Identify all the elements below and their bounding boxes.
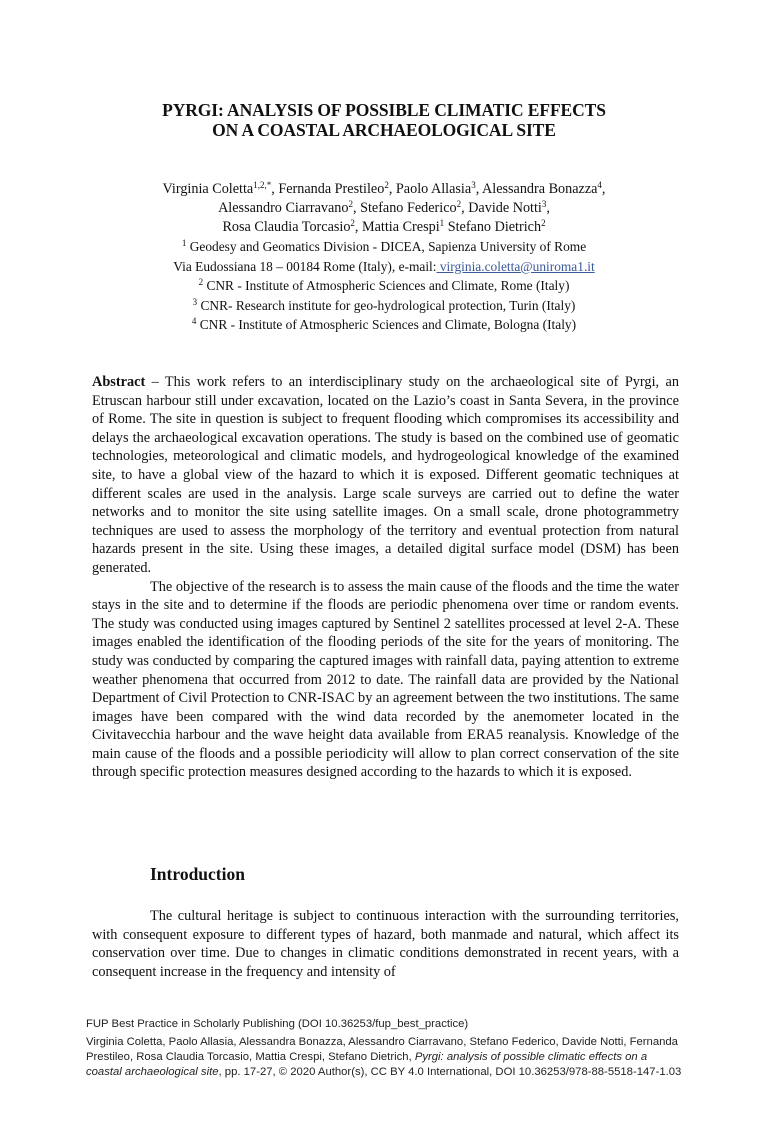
abstract-label: Abstract — [92, 374, 146, 390]
author-name: Alessandra Bonazza — [482, 181, 598, 197]
author-separator: , — [546, 200, 550, 216]
author-affiliation-mark: 2 — [350, 218, 355, 228]
author-separator: , — [461, 200, 469, 216]
paper-title-line-1: PYRGI: ANALYSIS OF POSSIBLE CLIMATIC EFFECTS — [162, 100, 606, 120]
affiliation-text: CNR- Research institute for geo-hydrological protection, Turin (Italy) — [197, 297, 576, 313]
affiliation-4 — [0, 315, 768, 335]
author-affiliation-mark: 2 — [541, 218, 546, 228]
author-line-1 — [0, 180, 768, 199]
page-footer — [86, 1017, 686, 1080]
author-block — [0, 180, 768, 335]
affiliation-mark: 2 — [198, 277, 204, 287]
paper-title — [0, 100, 768, 140]
author-name: Alessandro Ciarravano — [218, 200, 349, 216]
introduction-paragraph-1: The cultural heritage is subject to continuous interaction with the surrounding territories, with consequent exposure to different types of hazard, both manmade and natural, which affect its conservation over time. Due to changes in climatic conditions demonstrated in recent years, with a consequent increase in the frequency and intensity of — [92, 908, 679, 980]
author-affiliation-mark: 3 — [471, 180, 476, 190]
author-name: Virginia Coletta — [162, 181, 254, 197]
abstract-paragraph-2: The objective of the research is to assess the main cause of the floods and the time the water stays in the site and to determine if the floods are periodic phenomena over time or random events. The study was conducted using images captured by Sentinel 2 satellites processed at level 2-A. These images enabled the identification of the flooding periods of the site for the years of monitoring. The study was conducted by comparing the captured images with rainfall data, paying attention to extreme weather phenomena that occurred from 2012 to date. The rainfall data are provided by the National Department of Civil Protection to CNR-ISAC by an agreement between the two institutions. The same images have been compared with the wind data recorded by the anemometer located in the Civitavecchia harbour and the wave height data available from ERA5 reanalysis. Knowledge of the main cause of the floods and a possible periodicity will allow to plan correct conservation of the site through specific protection measures designed according to the hazards to which it is exposed. — [92, 578, 679, 781]
author-affiliation-mark: 1 — [439, 218, 445, 228]
author-separator: , — [352, 200, 361, 216]
affiliation-text: CNR - Institute of Atmospheric Sciences and Climate, Rome (Italy) — [203, 278, 570, 293]
author-separator: , — [388, 181, 396, 197]
author-name: Davide Notti — [468, 200, 542, 216]
abstract-paragraph-1 — [92, 373, 679, 578]
abstract-text: – This work refers to an interdisciplinary study on the archaeological site of Pyrgi, an Etruscan harbour still under excavation, located on the Lazio’s coast in Santa Severa, in the province of Rome. The site in question is subject to frequent flooding which compromises its accessibility and delays the archaeological excavation operations. The study is based on the combined use of geomatic technologies, meteorological and climatic models, and hydrogeological knowledge of the examined site, to have a global view of the hazard to which it is exposed. Different geomatic techniques at different scales are used in the analysis. Large scale surveys are carried out to define the water networks and to monitor the site using satellite images. On a small scale, drone photogrammetry techniques are used to assess the morphology of the territory and eventual protection from natural hazards present in the site. Using these images, a detailed digital surface model (DSM) has been generated. — [92, 374, 679, 576]
author-affiliation-mark: 1,2,* — [253, 180, 272, 190]
author-line-3 — [0, 218, 768, 237]
abstract-section — [92, 373, 679, 782]
affiliation-mark: 3 — [192, 296, 198, 307]
author-name: Paolo Allasia — [395, 181, 472, 197]
affiliation-mark: 4 — [191, 316, 197, 326]
author-affiliation-mark: 2 — [384, 180, 389, 190]
citation-authors: Virginia Coletta, Paolo Allasia, Alessandra Bonazza, Alessandro Ciarravano, Stefano Federico, Davide Notti, Fernanda Prestileo, Rosa Claudia Torcasio, Mattia Crespi, Stefano Dietrich, — [86, 1036, 678, 1063]
affiliation-2 — [0, 276, 768, 296]
author-name: Stefano Federico — [360, 200, 457, 216]
footer-series-line: FUP Best Practice in Scholarly Publishing (DOI 10.36253/fup_best_practice) — [86, 1018, 469, 1030]
author-separator: , — [354, 219, 363, 235]
author-name: Stefano Dietrich — [447, 219, 542, 235]
affiliation-text: CNR - Institute of Atmospheric Sciences and Climate, Bologna (Italy) — [196, 317, 577, 332]
author-affiliation-mark: 2 — [348, 199, 353, 209]
author-name: Fernanda Prestileo — [278, 181, 385, 197]
affiliation-mark: 1 — [181, 238, 187, 248]
author-separator: , — [601, 181, 606, 197]
affiliation-1-address — [0, 257, 768, 277]
author-affiliation-mark: 3 — [541, 199, 547, 209]
author-affiliation-mark: 2 — [456, 199, 462, 209]
citation-title: Pyrgi: analysis of possible climatic effects on a coastal archaeological site — [86, 1051, 648, 1078]
citation-details: , pp. 17-27, © 2020 Author(s), CC BY 4.0 International, DOI 10.36253/978-88-5518-147-1.03 — [218, 1066, 682, 1078]
author-line-2 — [0, 199, 768, 218]
author-affiliation-mark: 4 — [597, 180, 602, 190]
author-name: Mattia Crespi — [362, 219, 440, 235]
footer-citation — [86, 1035, 686, 1080]
section-heading-introduction: Introduction — [150, 864, 245, 884]
affiliation-address: Via Eudossiana 18 – 00184 Rome (Italy), e-mail: — [173, 258, 437, 274]
corresponding-email-link[interactable]: virginia.coletta@uniroma1.it — [436, 258, 595, 274]
author-separator: , — [475, 181, 482, 197]
paper-title-line-2: ON A COASTAL ARCHAEOLOGICAL SITE — [212, 120, 556, 140]
affiliation-1 — [0, 237, 768, 257]
author-name: Rosa Claudia Torcasio — [222, 219, 351, 235]
introduction-section — [92, 907, 679, 981]
affiliation-text: Geodesy and Geomatics Division - DICEA, Sapienza University of Rome — [186, 239, 587, 254]
author-separator: , — [271, 181, 279, 197]
affiliation-3 — [0, 296, 768, 316]
